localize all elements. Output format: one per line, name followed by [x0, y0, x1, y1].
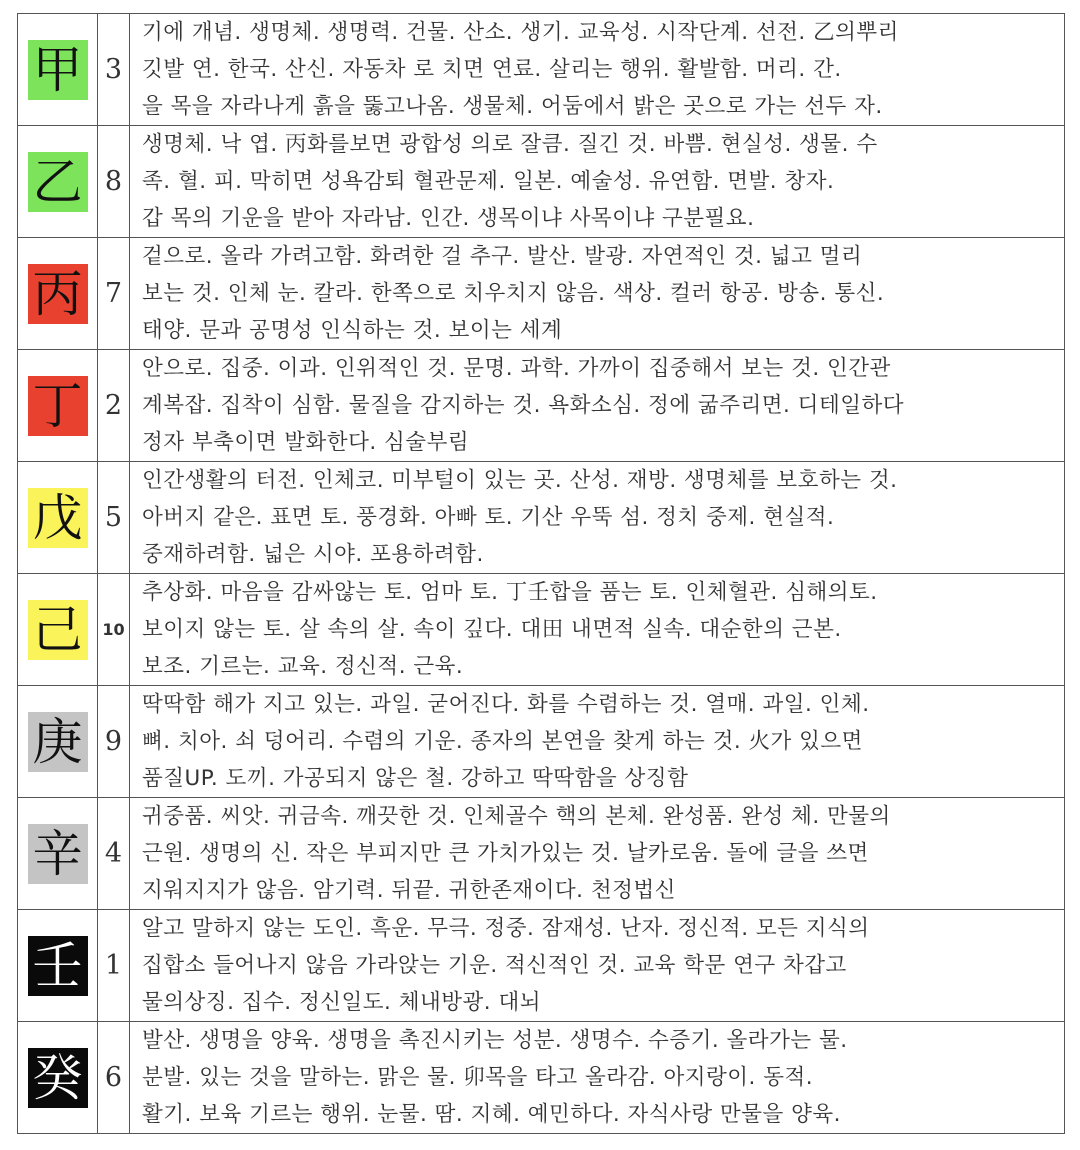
- description-line: 안으로. 집중. 이과. 인위적인 것. 문명. 과학. 가까이 집중해서 보는 것. 인간관: [142, 356, 891, 381]
- stem-number: 2: [98, 350, 130, 462]
- stem-description: [130, 798, 1065, 910]
- stem-character-cell: [18, 350, 98, 462]
- table-row: [18, 798, 1065, 910]
- stem-character-cell: [18, 574, 98, 686]
- description-line: 추상화. 마음을 감싸않는 토. 엄마 토. 丁壬합을 품는 토. 인체혈관. 심해의토.: [142, 580, 878, 605]
- table-row: [18, 126, 1065, 238]
- description-line: 활기. 보육 기르는 행위. 눈물. 땀. 지혜. 예민하다. 자식사랑 만물을 양육.: [142, 1102, 841, 1127]
- description-line: 중재하려함. 넓은 시야. 포용하려함.: [142, 542, 484, 567]
- stem-number: 6: [98, 1022, 130, 1134]
- stem-character: 戊: [28, 488, 88, 548]
- description-line: 귀중품. 씨앗. 귀금속. 깨끗한 것. 인체골수 핵의 본체. 완성품. 완성 체. 만물의: [142, 804, 891, 829]
- table-body: [18, 14, 1065, 1134]
- stem-number: 4: [98, 798, 130, 910]
- stem-character: 丁: [28, 376, 88, 436]
- table-row: [18, 686, 1065, 798]
- stem-description: [130, 126, 1065, 238]
- stem-description: [130, 350, 1065, 462]
- stem-character: 甲: [28, 40, 88, 100]
- stem-character: 辛: [28, 824, 88, 884]
- stem-character-cell: [18, 462, 98, 574]
- stem-character-cell: [18, 798, 98, 910]
- description-line: 보는 것. 인체 눈. 칼라. 한쪽으로 치우치지 않음. 색상. 컬러 항공. 방송. 통신.: [142, 281, 885, 306]
- stem-character-cell: [18, 686, 98, 798]
- stem-number: 3: [98, 14, 130, 126]
- description-line: 집합소 들어나지 않음 가라앉는 기운. 적신적인 것. 교육 학문 연구 차갑고: [142, 953, 847, 978]
- description-line: 지워지지가 않음. 암기력. 뒤끝. 귀한존재이다. 천정법신: [142, 878, 676, 903]
- stem-number: 8: [98, 126, 130, 238]
- stem-character: 乙: [28, 152, 88, 212]
- stem-description: [130, 686, 1065, 798]
- description-line: 겉으로. 올라 가려고함. 화려한 걸 추구. 발산. 발광. 자연적인 것. 넓고 멀리: [142, 244, 863, 269]
- table-row: [18, 462, 1065, 574]
- description-line: 보이지 않는 토. 살 속의 살. 속이 깊다. 대田 내면적 실속. 대순한의 근본.: [142, 617, 842, 642]
- stem-description: [130, 910, 1065, 1022]
- description-line: 발산. 생명을 양육. 생명을 촉진시키는 성분. 생명수. 수증기. 올라가는 물.: [142, 1028, 848, 1053]
- description-line: 정자 부축이면 발화한다. 심술부림: [142, 430, 470, 455]
- stem-description: [130, 14, 1065, 126]
- description-line: 아버지 같은. 표면 토. 풍경화. 아빠 토. 기산 우뚝 섬. 정치 중제. 현실적.: [142, 505, 835, 530]
- table-row: [18, 350, 1065, 462]
- stem-number: 7: [98, 238, 130, 350]
- description-line: 깃발 연. 한국. 산신. 자동차 로 치면 연료. 살리는 행위. 활발함. 머리. 간.: [142, 57, 842, 82]
- stem-number: 10: [98, 574, 130, 686]
- description-line: 분발. 있는 것을 말하는. 맑은 물. 卯목을 타고 올라감. 아지랑이. 동적.: [142, 1065, 814, 1090]
- stem-character: 癸: [28, 1048, 88, 1108]
- stem-character-cell: [18, 1022, 98, 1134]
- stem-character-cell: [18, 14, 98, 126]
- table-row: [18, 14, 1065, 126]
- stem-character-cell: [18, 910, 98, 1022]
- description-line: 생명체. 낙 엽. 丙화를보면 광합성 의로 잘큼. 질긴 것. 바쁨. 현실성. 생물. 수: [142, 132, 878, 157]
- stem-character: 庚: [28, 712, 88, 772]
- description-line: 태양. 문과 공명성 인식하는 것. 보이는 세계: [142, 318, 563, 343]
- stem-number: 5: [98, 462, 130, 574]
- table-row: [18, 238, 1065, 350]
- description-line: 딱딱함 해가 지고 있는. 과일. 굳어진다. 화를 수렴하는 것. 열매. 과일. 인체.: [142, 692, 870, 717]
- stem-number: 9: [98, 686, 130, 798]
- description-line: 계복잡. 집착이 심함. 물질을 감지하는 것. 욕화소심. 정에 굶주리면. 디테일하다: [142, 393, 905, 418]
- description-line: 인간생활의 터전. 인체코. 미부털이 있는 곳. 산성. 재방. 생명체를 보호하는 것.: [142, 468, 898, 493]
- stem-description: [130, 1022, 1065, 1134]
- stem-description: [130, 462, 1065, 574]
- description-line: 보조. 기르는. 교육. 정신적. 근육.: [142, 654, 464, 679]
- description-line: 품질UP. 도끼. 가공되지 않은 철. 강하고 딱딱함을 상징함: [142, 766, 689, 791]
- heavenly-stems-table: [17, 13, 1065, 1134]
- table-row: [18, 574, 1065, 686]
- stem-description: [130, 574, 1065, 686]
- stem-number: 1: [98, 910, 130, 1022]
- stem-character: 己: [28, 600, 88, 660]
- table-row: [18, 910, 1065, 1022]
- stem-character: 壬: [28, 936, 88, 996]
- description-line: 기에 개념. 생명체. 생명력. 건물. 산소. 생기. 교육성. 시작단계. 선전. 乙의뿌리: [142, 20, 899, 45]
- description-line: 갑 목의 기운을 받아 자라남. 인간. 생목이냐 사목이냐 구분필요.: [142, 206, 755, 231]
- stem-description: [130, 238, 1065, 350]
- description-line: 족. 혈. 피. 막히면 성욕감퇴 혈관문제. 일본. 예술성. 유연함. 면발. 창자.: [142, 169, 835, 194]
- stem-character-cell: [18, 126, 98, 238]
- description-line: 근원. 생명의 신. 작은 부피지만 큰 가치가있는 것. 날카로움. 돌에 글을 쓰면: [142, 841, 869, 866]
- stem-character-cell: [18, 238, 98, 350]
- table-row: [18, 1022, 1065, 1134]
- description-line: 물의상징. 집수. 정신일도. 체내방광. 대뇌: [142, 990, 541, 1015]
- stem-character: 丙: [28, 264, 88, 324]
- description-line: 알고 말하지 않는 도인. 흑운. 무극. 정중. 잠재성. 난자. 정신적. 모든 지식의: [142, 916, 870, 941]
- description-line: 뼈. 치아. 쇠 덩어리. 수렴의 기운. 종자의 본연을 찾게 하는 것. 火가 있으면: [142, 729, 863, 754]
- description-line: 을 목을 자라나게 흙을 뚫고나옴. 생물체. 어둠에서 밝은 곳으로 가는 선두 자.: [142, 94, 883, 119]
